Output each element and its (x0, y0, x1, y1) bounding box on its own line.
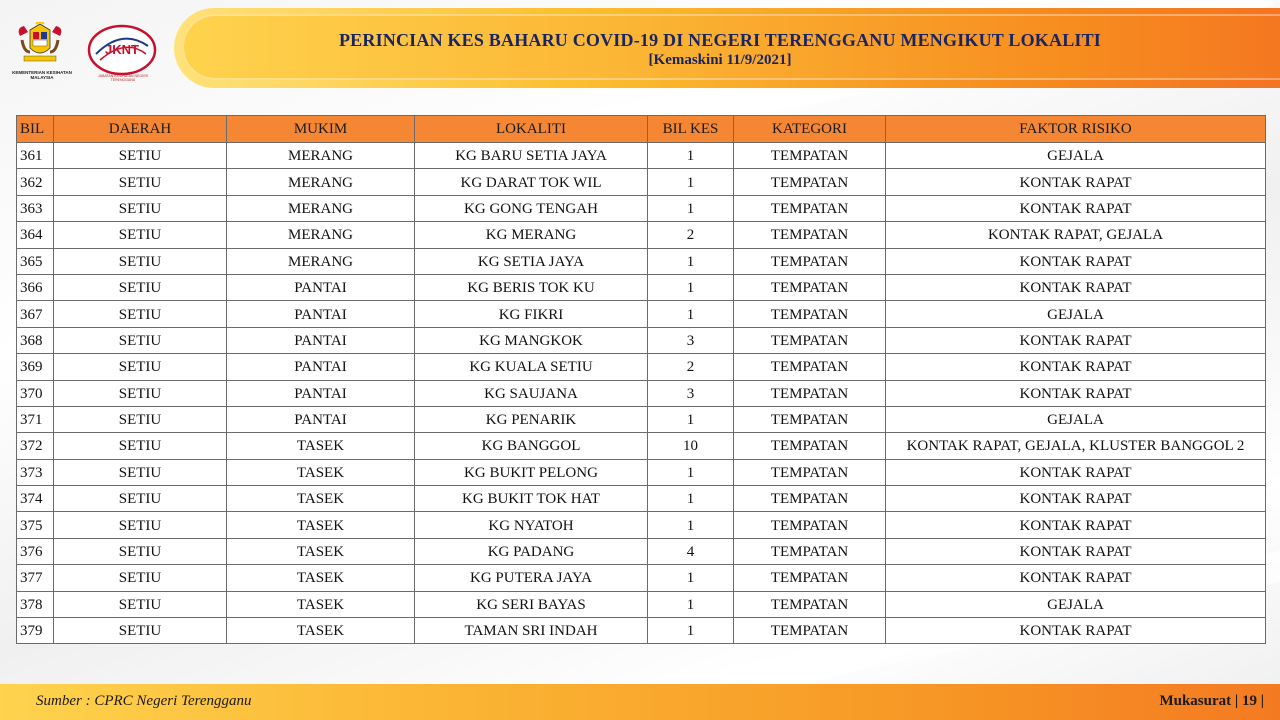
cell-bil-kes: 3 (648, 380, 734, 406)
cell-kategori: TEMPATAN (734, 195, 886, 221)
cell-faktor-risiko: GEJALA (886, 143, 1266, 169)
cell-lokaliti: KG PUTERA JAYA (415, 565, 648, 591)
table-row (17, 169, 1266, 195)
cell-bil: 373 (17, 459, 54, 485)
crest-caption: KEMENTERIAN KESIHATAN MALAYSIA (12, 70, 72, 80)
cell-bil-kes: 1 (648, 486, 734, 512)
cell-bil: 377 (17, 565, 54, 591)
cell-lokaliti: KG MERANG (415, 222, 648, 248)
cell-kategori: TEMPATAN (734, 406, 886, 432)
cell-bil: 375 (17, 512, 54, 538)
cell-daerah: SETIU (54, 486, 227, 512)
cell-kategori: TEMPATAN (734, 433, 886, 459)
table-row (17, 248, 1266, 274)
table-row (17, 565, 1266, 591)
page-title: PERINCIAN KES BAHARU COVID-19 DI NEGERI TERENGGANU MENGIKUT LOKALITI (338, 30, 1102, 50)
jknt-logo-text: JKNT (105, 42, 139, 57)
table-row (17, 618, 1266, 644)
table-row (17, 406, 1266, 432)
cell-daerah: SETIU (54, 195, 227, 221)
table-row (17, 591, 1266, 617)
cell-bil: 363 (17, 195, 54, 221)
table-body (17, 143, 1266, 644)
cell-kategori: TEMPATAN (734, 274, 886, 300)
cell-bil-kes: 1 (648, 512, 734, 538)
cell-lokaliti: KG BANGGOL (415, 433, 648, 459)
cell-bil: 374 (17, 486, 54, 512)
cell-faktor-risiko: GEJALA (886, 301, 1266, 327)
cell-lokaliti: KG BERIS TOK KU (415, 274, 648, 300)
cell-daerah: SETIU (54, 565, 227, 591)
cell-daerah: SETIU (54, 248, 227, 274)
cell-mukim: TASEK (227, 512, 415, 538)
logo-group (10, 18, 170, 84)
cell-faktor-risiko: KONTAK RAPAT, GEJALA, KLUSTER BANGGOL 2 (886, 433, 1266, 459)
cell-daerah: SETIU (54, 380, 227, 406)
cell-mukim: TASEK (227, 591, 415, 617)
cell-faktor-risiko: KONTAK RAPAT (886, 618, 1266, 644)
table-row (17, 274, 1266, 300)
cell-lokaliti: KG PENARIK (415, 406, 648, 432)
cell-faktor-risiko: KONTAK RAPAT (886, 459, 1266, 485)
cell-kategori: TEMPATAN (734, 327, 886, 353)
cell-lokaliti: KG GONG TENGAH (415, 195, 648, 221)
cell-lokaliti: KG SERI BAYAS (415, 591, 648, 617)
cell-daerah: SETIU (54, 459, 227, 485)
cell-daerah: SETIU (54, 538, 227, 564)
table-row (17, 433, 1266, 459)
cell-bil-kes: 4 (648, 538, 734, 564)
cell-daerah: SETIU (54, 222, 227, 248)
cell-bil: 378 (17, 591, 54, 617)
cell-faktor-risiko: KONTAK RAPAT (886, 274, 1266, 300)
cell-faktor-risiko: KONTAK RAPAT (886, 512, 1266, 538)
cell-mukim: TASEK (227, 565, 415, 591)
cell-kategori: TEMPATAN (734, 301, 886, 327)
cell-bil: 365 (17, 248, 54, 274)
cell-mukim: TASEK (227, 618, 415, 644)
cell-mukim: MERANG (227, 248, 415, 274)
cell-bil-kes: 1 (648, 274, 734, 300)
cell-daerah: SETIU (54, 406, 227, 432)
cell-faktor-risiko: KONTAK RAPAT (886, 486, 1266, 512)
cell-bil: 369 (17, 354, 54, 380)
column-header-mukim: MUKIM (227, 116, 415, 143)
cell-kategori: TEMPATAN (734, 591, 886, 617)
table-row (17, 380, 1266, 406)
cell-faktor-risiko: GEJALA (886, 591, 1266, 617)
cell-bil-kes: 3 (648, 327, 734, 353)
cell-bil-kes: 1 (648, 459, 734, 485)
cell-mukim: PANTAI (227, 354, 415, 380)
cell-kategori: TEMPATAN (734, 512, 886, 538)
cell-bil: 370 (17, 380, 54, 406)
table-row (17, 327, 1266, 353)
cell-bil: 362 (17, 169, 54, 195)
cell-mukim: TASEK (227, 459, 415, 485)
table-row (17, 459, 1266, 485)
cell-faktor-risiko: KONTAK RAPAT (886, 538, 1266, 564)
cell-kategori: TEMPATAN (734, 169, 886, 195)
cell-mukim: PANTAI (227, 301, 415, 327)
table-row (17, 143, 1266, 169)
column-header-faktor-risiko: FAKTOR RISIKO (886, 116, 1266, 143)
cell-bil-kes: 1 (648, 248, 734, 274)
cell-lokaliti: KG DARAT TOK WIL (415, 169, 648, 195)
cell-faktor-risiko: KONTAK RAPAT (886, 248, 1266, 274)
cell-kategori: TEMPATAN (734, 248, 886, 274)
cell-bil-kes: 1 (648, 591, 734, 617)
cell-daerah: SETIU (54, 433, 227, 459)
cell-lokaliti: KG SETIA JAYA (415, 248, 648, 274)
cell-bil-kes: 1 (648, 143, 734, 169)
cell-kategori: TEMPATAN (734, 486, 886, 512)
cell-bil-kes: 1 (648, 406, 734, 432)
cell-lokaliti: KG KUALA SETIU (415, 354, 648, 380)
table-row (17, 486, 1266, 512)
column-header-bil-kes: BIL KES (648, 116, 734, 143)
cell-bil: 376 (17, 538, 54, 564)
cell-faktor-risiko: GEJALA (886, 406, 1266, 432)
cases-table (16, 115, 1266, 644)
cell-mukim: TASEK (227, 433, 415, 459)
page-number: Mukasurat | 19 | (1159, 693, 1264, 709)
cell-lokaliti: KG BUKIT TOK HAT (415, 486, 648, 512)
cell-bil: 371 (17, 406, 54, 432)
cell-bil-kes: 1 (648, 565, 734, 591)
cell-faktor-risiko: KONTAK RAPAT (886, 169, 1266, 195)
cell-daerah: SETIU (54, 169, 227, 195)
cell-bil-kes: 1 (648, 169, 734, 195)
cell-daerah: SETIU (54, 143, 227, 169)
cell-mukim: PANTAI (227, 274, 415, 300)
cell-lokaliti: KG SAUJANA (415, 380, 648, 406)
table-header (17, 116, 1266, 143)
cell-lokaliti: KG FIKRI (415, 301, 648, 327)
jknt-logo-icon (86, 24, 158, 80)
table-row (17, 512, 1266, 538)
cell-faktor-risiko: KONTAK RAPAT (886, 565, 1266, 591)
cell-lokaliti: KG BARU SETIA JAYA (415, 143, 648, 169)
cell-lokaliti: KG BUKIT PELONG (415, 459, 648, 485)
cell-kategori: TEMPATAN (734, 354, 886, 380)
cell-daerah: SETIU (54, 512, 227, 538)
coat-of-arms-icon (14, 22, 66, 68)
cell-bil: 361 (17, 143, 54, 169)
cell-lokaliti: KG MANGKOK (415, 327, 648, 353)
page-subtitle: [Kemaskini 11/9/2021] (648, 52, 792, 68)
cell-bil: 368 (17, 327, 54, 353)
cell-daerah: SETIU (54, 618, 227, 644)
table-row (17, 222, 1266, 248)
cell-mukim: MERANG (227, 169, 415, 195)
cell-daerah: SETIU (54, 354, 227, 380)
cell-bil: 367 (17, 301, 54, 327)
cell-daerah: SETIU (54, 301, 227, 327)
cell-bil-kes: 10 (648, 433, 734, 459)
cell-faktor-risiko: KONTAK RAPAT (886, 354, 1266, 380)
cell-faktor-risiko: KONTAK RAPAT (886, 327, 1266, 353)
table-row (17, 538, 1266, 564)
cell-lokaliti: KG NYATOH (415, 512, 648, 538)
cell-mukim: MERANG (227, 222, 415, 248)
cell-kategori: TEMPATAN (734, 143, 886, 169)
cell-mukim: TASEK (227, 538, 415, 564)
cell-faktor-risiko: KONTAK RAPAT, GEJALA (886, 222, 1266, 248)
column-header-kategori: KATEGORI (734, 116, 886, 143)
cell-kategori: TEMPATAN (734, 380, 886, 406)
cell-kategori: TEMPATAN (734, 618, 886, 644)
table-header-row (17, 116, 1266, 143)
cell-mukim: PANTAI (227, 327, 415, 353)
column-header-bil: BIL (17, 116, 54, 143)
column-header-lokaliti: LOKALITI (415, 116, 648, 143)
jknt-caption: JABATAN KESIHATAN NEGERI TERENGGANU (98, 74, 148, 82)
cell-lokaliti: TAMAN SRI INDAH (415, 618, 648, 644)
cell-kategori: TEMPATAN (734, 459, 886, 485)
cell-mukim: MERANG (227, 195, 415, 221)
cell-lokaliti: KG PADANG (415, 538, 648, 564)
cell-bil-kes: 1 (648, 618, 734, 644)
table-row (17, 195, 1266, 221)
cell-bil-kes: 1 (648, 301, 734, 327)
cell-bil: 364 (17, 222, 54, 248)
cell-daerah: SETIU (54, 327, 227, 353)
cell-faktor-risiko: KONTAK RAPAT (886, 195, 1266, 221)
cell-bil: 366 (17, 274, 54, 300)
cell-bil-kes: 2 (648, 222, 734, 248)
column-header-daerah: DAERAH (54, 116, 227, 143)
cell-bil: 379 (17, 618, 54, 644)
cell-kategori: TEMPATAN (734, 565, 886, 591)
cases-table-container (16, 115, 1265, 644)
cell-kategori: TEMPATAN (734, 538, 886, 564)
cell-faktor-risiko: KONTAK RAPAT (886, 380, 1266, 406)
cell-daerah: SETIU (54, 274, 227, 300)
footer-source: Sumber : CPRC Negeri Terengganu (36, 693, 252, 709)
cell-mukim: PANTAI (227, 406, 415, 432)
cell-bil-kes: 1 (648, 195, 734, 221)
cell-kategori: TEMPATAN (734, 222, 886, 248)
cell-mukim: PANTAI (227, 380, 415, 406)
cell-mukim: MERANG (227, 143, 415, 169)
cell-daerah: SETIU (54, 591, 227, 617)
table-row (17, 301, 1266, 327)
table-row (17, 354, 1266, 380)
cell-bil-kes: 2 (648, 354, 734, 380)
cell-bil: 372 (17, 433, 54, 459)
cell-mukim: TASEK (227, 486, 415, 512)
